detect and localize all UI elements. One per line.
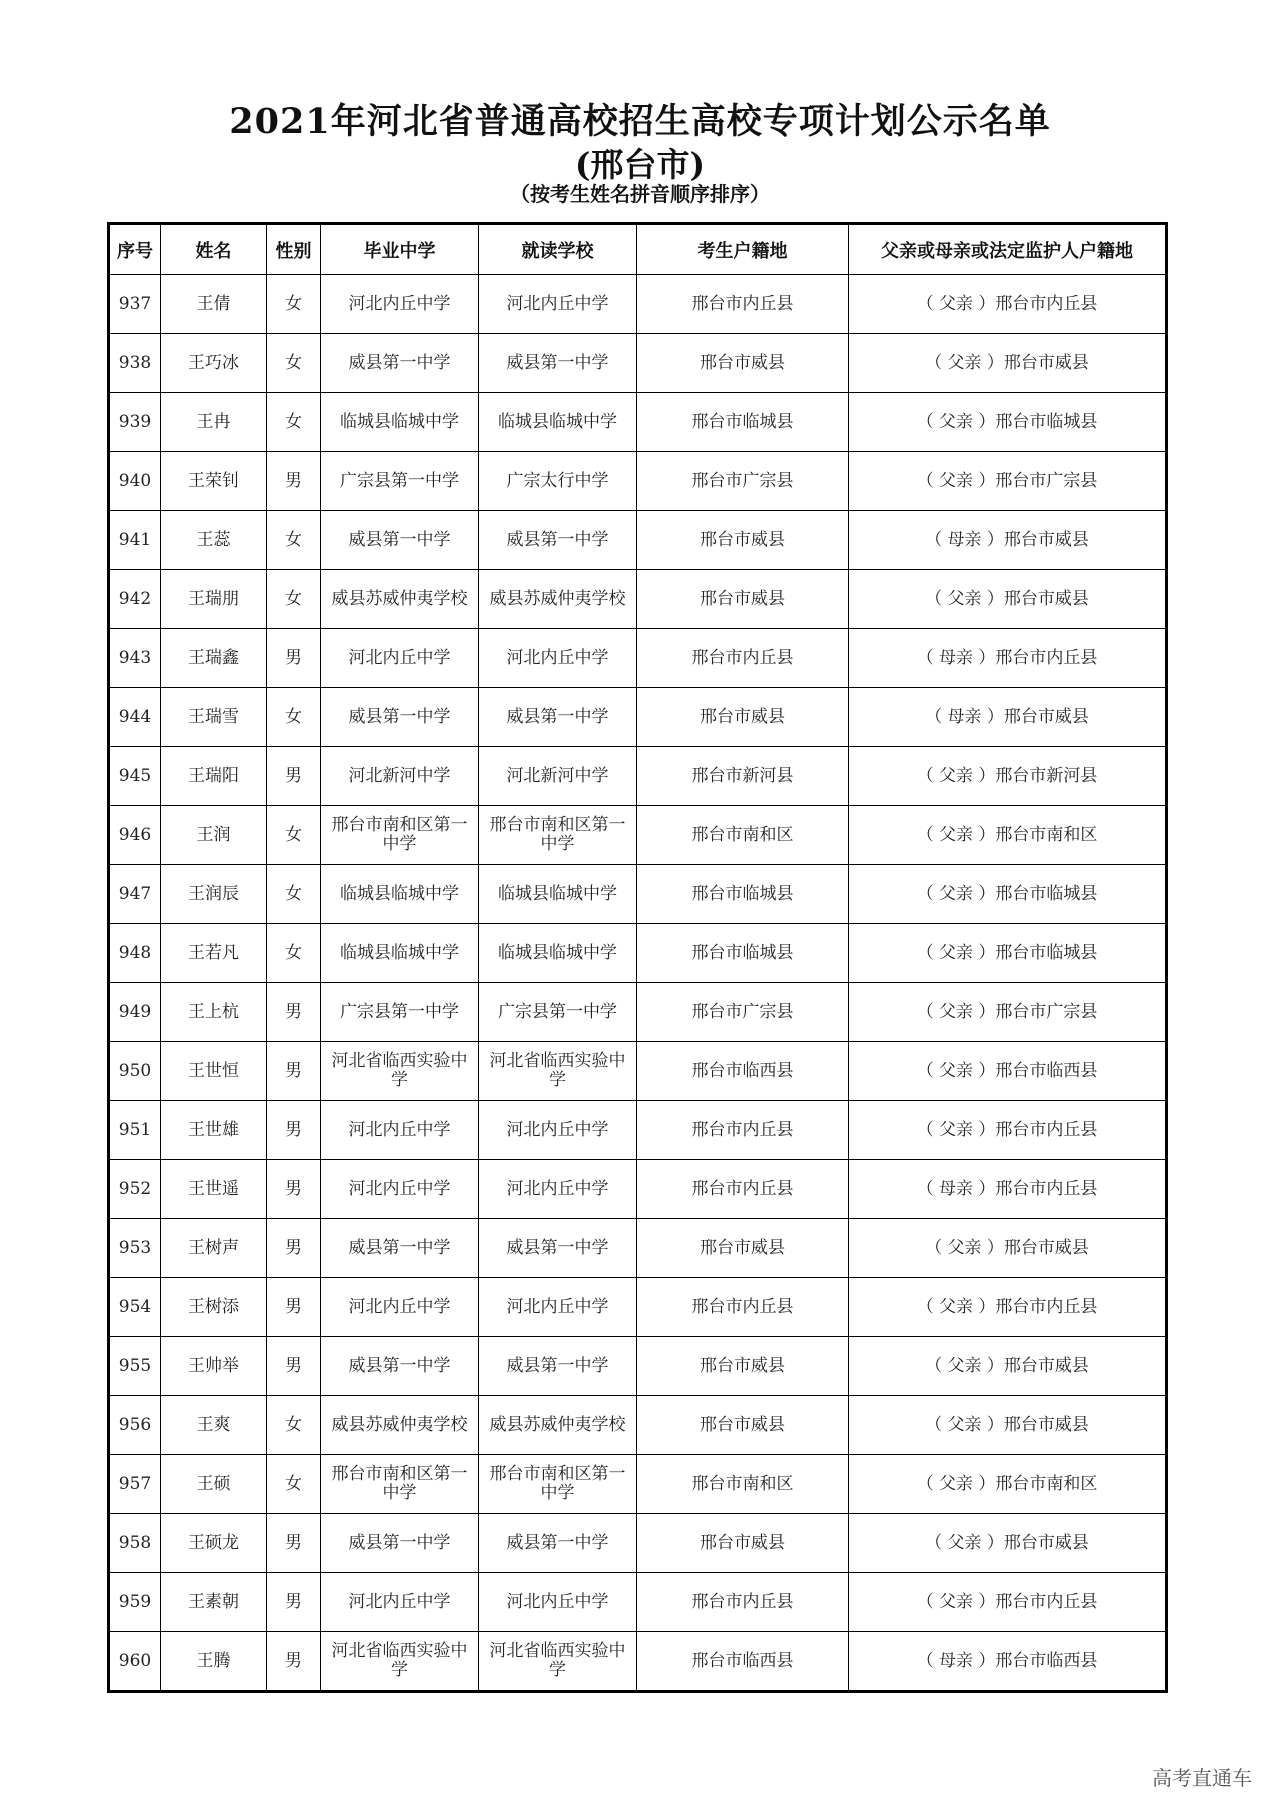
cell-current-school: 威县第一中学 [479, 688, 637, 747]
cell-current-school: 威县第一中学 [479, 1219, 637, 1278]
cell-gender: 女 [267, 924, 321, 983]
cell-gender: 男 [267, 1573, 321, 1632]
cell-current-school: 河北新河中学 [479, 747, 637, 806]
cell-serial-no: 954 [109, 1278, 161, 1337]
cell-graduation-school: 广宗县第一中学 [321, 983, 479, 1042]
cell-student-hukou: 邢台市威县 [637, 1337, 849, 1396]
cell-current-school: 河北省临西实验中学 [479, 1042, 637, 1101]
table-row [109, 1514, 1167, 1573]
cell-gender: 男 [267, 1278, 321, 1337]
cell-guardian-hukou: （ 父亲 ）邢台市南和区 [849, 806, 1167, 865]
cell-current-school: 临城县临城中学 [479, 865, 637, 924]
header-current-school: 就读学校 [479, 224, 637, 275]
cell-guardian-hukou: （ 母亲 ）邢台市内丘县 [849, 629, 1167, 688]
cell-name: 王树声 [161, 1219, 267, 1278]
cell-serial-no: 939 [109, 393, 161, 452]
table-row [109, 1337, 1167, 1396]
table-row [109, 924, 1167, 983]
cell-serial-no: 953 [109, 1219, 161, 1278]
cell-current-school: 威县苏威仲夷学校 [479, 570, 637, 629]
cell-current-school: 威县第一中学 [479, 334, 637, 393]
document-subtitle: (邢台市) [574, 145, 706, 184]
cell-student-hukou: 邢台市广宗县 [637, 452, 849, 511]
cell-gender: 女 [267, 806, 321, 865]
cell-gender: 女 [267, 865, 321, 924]
cell-name: 王瑞朋 [161, 570, 267, 629]
table-header-row [109, 224, 1167, 275]
cell-serial-no: 946 [109, 806, 161, 865]
cell-gender: 女 [267, 688, 321, 747]
cell-name: 王冉 [161, 393, 267, 452]
cell-name: 王素朝 [161, 1573, 267, 1632]
table-row [109, 334, 1167, 393]
cell-gender: 男 [267, 1160, 321, 1219]
cell-guardian-hukou: （ 母亲 ）邢台市临西县 [849, 1632, 1167, 1692]
cell-name: 王帅举 [161, 1337, 267, 1396]
table-row [109, 1042, 1167, 1101]
cell-student-hukou: 邢台市威县 [637, 688, 849, 747]
cell-graduation-school: 河北内丘中学 [321, 1278, 479, 1337]
cell-student-hukou: 邢台市威县 [637, 334, 849, 393]
cell-name: 王润 [161, 806, 267, 865]
table-row [109, 1219, 1167, 1278]
cell-student-hukou: 邢台市威县 [637, 1219, 849, 1278]
cell-name: 王瑞雪 [161, 688, 267, 747]
cell-graduation-school: 临城县临城中学 [321, 924, 479, 983]
cell-serial-no: 958 [109, 1514, 161, 1573]
cell-name: 王润辰 [161, 865, 267, 924]
cell-gender: 女 [267, 393, 321, 452]
cell-guardian-hukou: （ 父亲 ）邢台市广宗县 [849, 452, 1167, 511]
cell-serial-no: 955 [109, 1337, 161, 1396]
table-row [109, 275, 1167, 334]
cell-gender: 女 [267, 1455, 321, 1514]
cell-gender: 男 [267, 1632, 321, 1692]
cell-name: 王腾 [161, 1632, 267, 1692]
document-title: 2021年河北省普通高校招生高校专项计划公示名单 [229, 101, 1051, 142]
table-row [109, 806, 1167, 865]
cell-graduation-school: 临城县临城中学 [321, 393, 479, 452]
cell-guardian-hukou: （ 父亲 ）邢台市广宗县 [849, 983, 1167, 1042]
cell-current-school: 临城县临城中学 [479, 924, 637, 983]
cell-serial-no: 950 [109, 1042, 161, 1101]
cell-student-hukou: 邢台市内丘县 [637, 1573, 849, 1632]
cell-current-school: 威县第一中学 [479, 1514, 637, 1573]
table-row [109, 1573, 1167, 1632]
cell-name: 王上杭 [161, 983, 267, 1042]
cell-current-school: 威县苏威仲夷学校 [479, 1396, 637, 1455]
cell-student-hukou: 邢台市内丘县 [637, 629, 849, 688]
cell-graduation-school: 威县第一中学 [321, 1219, 479, 1278]
table-row [109, 1632, 1167, 1692]
cell-student-hukou: 邢台市威县 [637, 1514, 849, 1573]
cell-serial-no: 940 [109, 452, 161, 511]
cell-student-hukou: 邢台市南和区 [637, 1455, 849, 1514]
cell-graduation-school: 威县第一中学 [321, 1337, 479, 1396]
cell-serial-no: 945 [109, 747, 161, 806]
cell-gender: 男 [267, 1101, 321, 1160]
cell-current-school: 河北内丘中学 [479, 1573, 637, 1632]
cell-serial-no: 948 [109, 924, 161, 983]
cell-guardian-hukou: （ 父亲 ）邢台市新河县 [849, 747, 1167, 806]
cell-serial-no: 941 [109, 511, 161, 570]
cell-gender: 男 [267, 1514, 321, 1573]
cell-current-school: 邢台市南和区第一中学 [479, 806, 637, 865]
cell-graduation-school: 威县第一中学 [321, 334, 479, 393]
table-row [109, 1160, 1167, 1219]
cell-serial-no: 951 [109, 1101, 161, 1160]
cell-student-hukou: 邢台市临城县 [637, 924, 849, 983]
table-row [109, 393, 1167, 452]
header-name: 姓名 [161, 224, 267, 275]
cell-guardian-hukou: （ 父亲 ）邢台市威县 [849, 570, 1167, 629]
cell-graduation-school: 邢台市南和区第一中学 [321, 1455, 479, 1514]
cell-student-hukou: 邢台市威县 [637, 570, 849, 629]
cell-serial-no: 957 [109, 1455, 161, 1514]
cell-guardian-hukou: （ 父亲 ）邢台市临城县 [849, 924, 1167, 983]
cell-name: 王爽 [161, 1396, 267, 1455]
cell-name: 王若凡 [161, 924, 267, 983]
cell-guardian-hukou: （ 母亲 ）邢台市内丘县 [849, 1160, 1167, 1219]
cell-graduation-school: 河北新河中学 [321, 747, 479, 806]
header-student-hukou: 考生户籍地 [637, 224, 849, 275]
cell-gender: 女 [267, 1396, 321, 1455]
cell-name: 王荣钊 [161, 452, 267, 511]
cell-current-school: 河北内丘中学 [479, 275, 637, 334]
cell-student-hukou: 邢台市内丘县 [637, 1278, 849, 1337]
cell-gender: 男 [267, 1219, 321, 1278]
header-guardian-hukou: 父亲或母亲或法定监护人户籍地 [849, 224, 1167, 275]
cell-gender: 女 [267, 275, 321, 334]
cell-guardian-hukou: （ 父亲 ）邢台市威县 [849, 1396, 1167, 1455]
cell-graduation-school: 临城县临城中学 [321, 865, 479, 924]
cell-name: 王倩 [161, 275, 267, 334]
cell-name: 王世恒 [161, 1042, 267, 1101]
cell-current-school: 威县第一中学 [479, 511, 637, 570]
cell-name: 王世雄 [161, 1101, 267, 1160]
cell-guardian-hukou: （ 母亲 ）邢台市威县 [849, 511, 1167, 570]
cell-graduation-school: 威县苏威仲夷学校 [321, 570, 479, 629]
cell-graduation-school: 威县第一中学 [321, 1514, 479, 1573]
cell-student-hukou: 邢台市临城县 [637, 865, 849, 924]
cell-gender: 男 [267, 629, 321, 688]
cell-name: 王瑞鑫 [161, 629, 267, 688]
cell-gender: 女 [267, 334, 321, 393]
table-row [109, 688, 1167, 747]
cell-guardian-hukou: （ 父亲 ）邢台市威县 [849, 334, 1167, 393]
cell-student-hukou: 邢台市内丘县 [637, 1101, 849, 1160]
cell-name: 王巧冰 [161, 334, 267, 393]
table-row [109, 511, 1167, 570]
cell-serial-no: 938 [109, 334, 161, 393]
cell-student-hukou: 邢台市临西县 [637, 1632, 849, 1692]
cell-serial-no: 947 [109, 865, 161, 924]
table-row [109, 865, 1167, 924]
cell-guardian-hukou: （ 父亲 ）邢台市威县 [849, 1219, 1167, 1278]
table-row [109, 1101, 1167, 1160]
cell-serial-no: 959 [109, 1573, 161, 1632]
sort-note: （按考生姓名拼音顺序排序） [510, 182, 770, 206]
cell-name: 王世遥 [161, 1160, 267, 1219]
cell-student-hukou: 邢台市威县 [637, 511, 849, 570]
header-gender: 性别 [267, 224, 321, 275]
cell-graduation-school: 威县第一中学 [321, 511, 479, 570]
cell-guardian-hukou: （ 父亲 ）邢台市威县 [849, 1514, 1167, 1573]
cell-name: 王瑞阳 [161, 747, 267, 806]
table-row [109, 452, 1167, 511]
cell-student-hukou: 邢台市南和区 [637, 806, 849, 865]
cell-gender: 男 [267, 1337, 321, 1396]
cell-name: 王硕 [161, 1455, 267, 1514]
cell-student-hukou: 邢台市威县 [637, 1396, 849, 1455]
table-row [109, 1455, 1167, 1514]
cell-graduation-school: 邢台市南和区第一中学 [321, 806, 479, 865]
cell-graduation-school: 河北省临西实验中学 [321, 1042, 479, 1101]
table-row [109, 629, 1167, 688]
cell-graduation-school: 威县苏威仲夷学校 [321, 1396, 479, 1455]
cell-guardian-hukou: （ 父亲 ）邢台市威县 [849, 1337, 1167, 1396]
table-row [109, 1278, 1167, 1337]
cell-current-school: 河北内丘中学 [479, 1101, 637, 1160]
cell-serial-no: 952 [109, 1160, 161, 1219]
watermark: 高考直通车 [1152, 1766, 1252, 1790]
cell-gender: 男 [267, 1042, 321, 1101]
cell-gender: 男 [267, 452, 321, 511]
cell-graduation-school: 河北内丘中学 [321, 1160, 479, 1219]
cell-current-school: 河北内丘中学 [479, 1160, 637, 1219]
cell-gender: 女 [267, 511, 321, 570]
cell-guardian-hukou: （ 母亲 ）邢台市威县 [849, 688, 1167, 747]
cell-guardian-hukou: （ 父亲 ）邢台市内丘县 [849, 275, 1167, 334]
cell-current-school: 河北内丘中学 [479, 629, 637, 688]
cell-graduation-school: 河北内丘中学 [321, 629, 479, 688]
cell-current-school: 临城县临城中学 [479, 393, 637, 452]
roster-table [107, 222, 1168, 1693]
cell-serial-no: 944 [109, 688, 161, 747]
cell-current-school: 威县第一中学 [479, 1337, 637, 1396]
header-graduation-school: 毕业中学 [321, 224, 479, 275]
table-row [109, 570, 1167, 629]
cell-serial-no: 956 [109, 1396, 161, 1455]
cell-guardian-hukou: （ 父亲 ）邢台市内丘县 [849, 1278, 1167, 1337]
cell-gender: 女 [267, 570, 321, 629]
cell-student-hukou: 邢台市临城县 [637, 393, 849, 452]
cell-student-hukou: 邢台市广宗县 [637, 983, 849, 1042]
cell-graduation-school: 河北省临西实验中学 [321, 1632, 479, 1692]
cell-guardian-hukou: （ 父亲 ）邢台市临城县 [849, 865, 1167, 924]
cell-serial-no: 937 [109, 275, 161, 334]
cell-current-school: 邢台市南和区第一中学 [479, 1455, 637, 1514]
cell-guardian-hukou: （ 父亲 ）邢台市临城县 [849, 393, 1167, 452]
cell-current-school: 广宗太行中学 [479, 452, 637, 511]
cell-graduation-school: 河北内丘中学 [321, 1573, 479, 1632]
table-body [109, 275, 1167, 1692]
cell-serial-no: 943 [109, 629, 161, 688]
cell-student-hukou: 邢台市内丘县 [637, 275, 849, 334]
cell-serial-no: 949 [109, 983, 161, 1042]
cell-name: 王树添 [161, 1278, 267, 1337]
cell-student-hukou: 邢台市临西县 [637, 1042, 849, 1101]
cell-graduation-school: 广宗县第一中学 [321, 452, 479, 511]
cell-graduation-school: 河北内丘中学 [321, 1101, 479, 1160]
cell-current-school: 河北内丘中学 [479, 1278, 637, 1337]
cell-guardian-hukou: （ 父亲 ）邢台市临西县 [849, 1042, 1167, 1101]
cell-graduation-school: 威县第一中学 [321, 688, 479, 747]
cell-name: 王硕龙 [161, 1514, 267, 1573]
header-serial-no: 序号 [109, 224, 161, 275]
cell-guardian-hukou: （ 父亲 ）邢台市内丘县 [849, 1573, 1167, 1632]
cell-gender: 男 [267, 747, 321, 806]
table-row [109, 1396, 1167, 1455]
table-row [109, 747, 1167, 806]
cell-serial-no: 960 [109, 1632, 161, 1692]
cell-serial-no: 942 [109, 570, 161, 629]
cell-name: 王蕊 [161, 511, 267, 570]
cell-student-hukou: 邢台市新河县 [637, 747, 849, 806]
cell-guardian-hukou: （ 父亲 ）邢台市内丘县 [849, 1101, 1167, 1160]
cell-current-school: 河北省临西实验中学 [479, 1632, 637, 1692]
cell-guardian-hukou: （ 父亲 ）邢台市南和区 [849, 1455, 1167, 1514]
cell-student-hukou: 邢台市内丘县 [637, 1160, 849, 1219]
cell-graduation-school: 河北内丘中学 [321, 275, 479, 334]
table-row [109, 983, 1167, 1042]
cell-current-school: 广宗县第一中学 [479, 983, 637, 1042]
cell-gender: 男 [267, 983, 321, 1042]
